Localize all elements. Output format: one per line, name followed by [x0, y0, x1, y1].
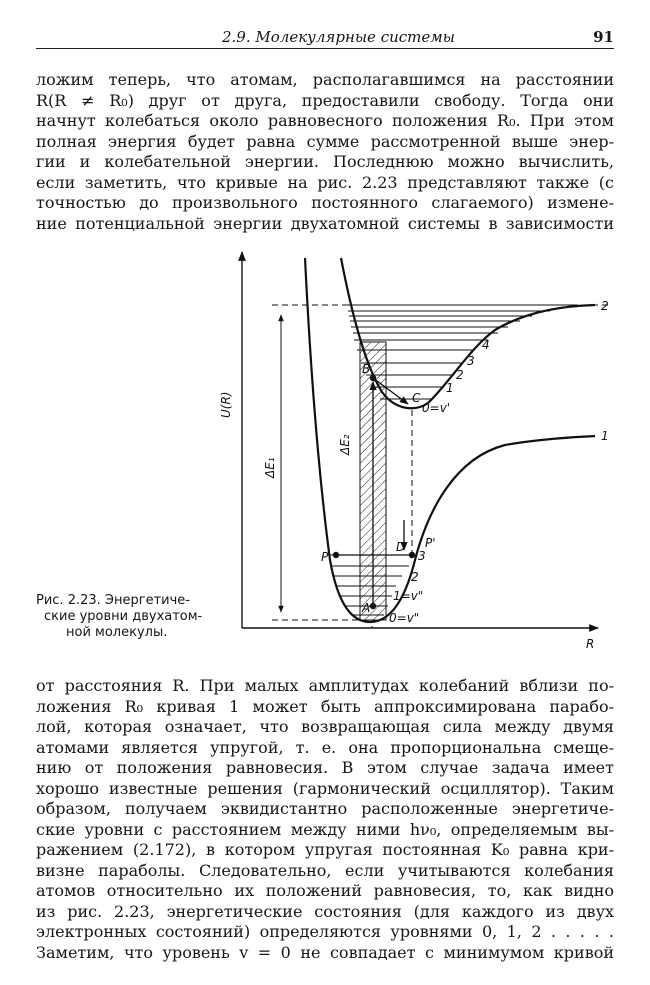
point-d [409, 552, 415, 558]
y-axis-label: U(R) [219, 391, 233, 418]
label-c: C [412, 391, 421, 405]
point-b [370, 375, 376, 381]
text-line: лой, которая означает, что возвращающая сила между двумя [36, 717, 614, 736]
delta-e1-label: ΔE₁ [263, 457, 277, 478]
text-line: гии и колебательной энергии. Последнюю можно вычислить, [36, 152, 614, 171]
page-number: 91 [593, 28, 614, 46]
label-p: P [321, 550, 329, 564]
point-a [370, 603, 376, 609]
x-axis-label: R [586, 637, 595, 651]
lower-level-label: 3 [418, 549, 426, 563]
point-p [333, 552, 339, 558]
label-d: D [396, 540, 406, 554]
text-line: нию от положения равновесия. В этом случае задача имеет [36, 758, 614, 777]
lower-level-label: 2 [411, 570, 419, 584]
caption-line: ной молекулы. [66, 625, 168, 640]
curve-label-2: 2 [601, 299, 609, 313]
figure-caption [36, 593, 246, 641]
caption-line: Рис. 2.23. Энергетиче- [36, 593, 190, 608]
label-b: B [362, 362, 371, 376]
text-line: ражением (2.172), в котором упругая постоянная K₀ равна кри- [36, 840, 614, 859]
text-line: ние потенциальной энергии двухатомной системы в зависимости [36, 213, 614, 233]
text-line: образом, получаем эквидистантно расположенные энергетиче- [36, 799, 614, 818]
text-line: Заметим, что уровень v = 0 не совпадает с минимумом кривой [36, 942, 614, 962]
delta-e2-label: ΔE₂ [338, 434, 352, 455]
text-line: ложим теперь, что атомам, располагавшимся на расстоянии [36, 70, 614, 89]
text-line: атомами является упругой, т. е. она пропорциональна смеще- [36, 737, 614, 757]
text-line: точностью до произвольного постоянного слагаемого) измене- [36, 193, 614, 212]
lower-level-label: 1=v" [393, 589, 424, 603]
running-title: 2.9. Молекулярные системы [222, 28, 455, 46]
label-p-prime: P' [425, 536, 436, 550]
text-line: ложения R₀ кривая 1 может быть аппроксимирована парабо- [36, 696, 614, 716]
text-line: из рис. 2.23, энергетические состояния (для каждого из двух [36, 901, 614, 921]
text-line: ские уровни с расстоянием между ними hν₀, определяемым вы- [36, 819, 614, 839]
text-line: R(R ≠ R₀) друг от друга, предоставили свободу. Тогда они [36, 90, 614, 110]
text-line: электронных состояний) определяются уровнями 0, 1, 2 . . . . . [36, 922, 614, 941]
text-line: полная энергия будет равна сумме рассмотренной выше энер- [36, 131, 614, 151]
label-a: A [362, 601, 371, 615]
text-line: хорошо известные решения (гармонический осциллятор). Таким [36, 778, 614, 798]
upper-level-label: 2 [456, 368, 464, 382]
paragraph-bottom [36, 676, 614, 963]
text-line: начнут колебаться около равновесного положения R₀. При этом [36, 111, 614, 130]
curve-label-1: 1 [601, 429, 609, 443]
upper-level-label: 0=v' [422, 401, 451, 415]
lower-level-label: 0=v" [389, 611, 420, 625]
text-line: визне параболы. Следовательно, если учитываются колебания [36, 860, 614, 880]
upper-level-label: 4 [482, 338, 490, 352]
text-line: если заметить, что кривые на рис. 2.23 представляют также (с [36, 172, 614, 192]
upper-level-label: 3 [467, 354, 475, 368]
text-line: от расстояния R. При малых амплитудах колебаний вблизи по- [36, 676, 614, 695]
upper-level-label: 1 [446, 381, 454, 395]
caption-line: ские уровни двухатом- [44, 609, 203, 624]
text-line: атомов относительно их положений равновесия, то, как видно [36, 881, 614, 900]
